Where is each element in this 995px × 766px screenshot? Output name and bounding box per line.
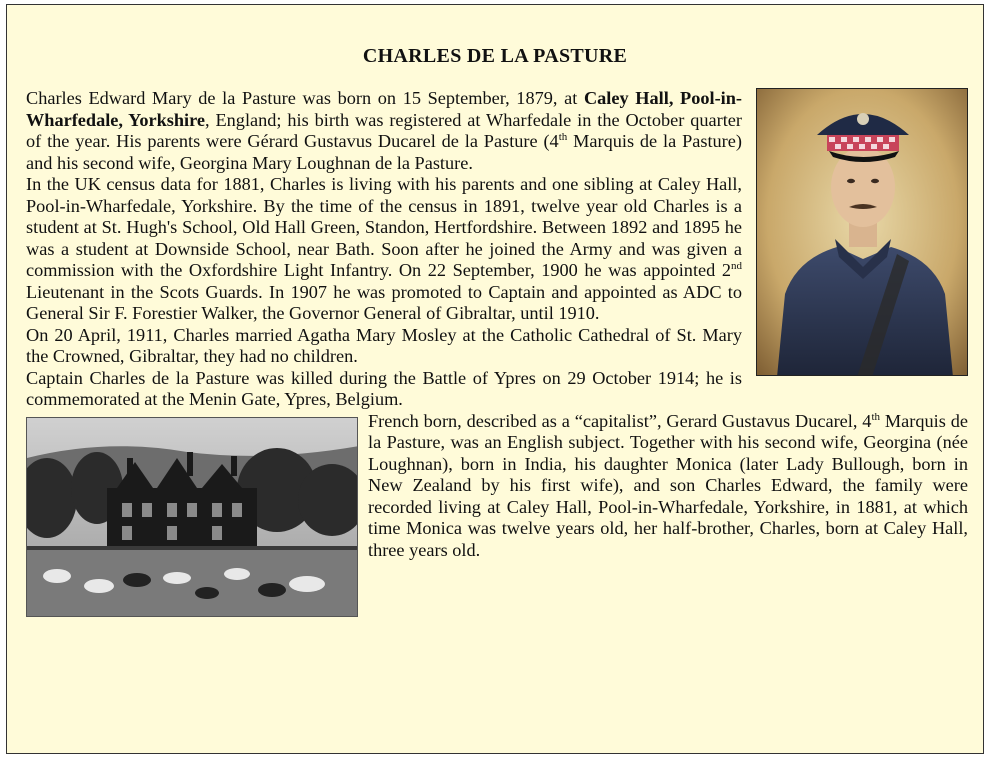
caley-hall-photo xyxy=(26,417,358,617)
portrait-photo xyxy=(756,88,968,376)
document-panel xyxy=(6,4,984,754)
paragraph-family: French born, described as a “capitalist”, Gerard Gustavus Ducarel, 4th Marquis de la Pasture, was an English subject. Together with his second wife, Georgina (née Loughnan), born in India, his daughter Monica (later Lady Bullough, born in New Zealand by his first wife), and son Charles Edward, the family were recorded living at Caley Hall, Pool-in-Wharfedale, Yorkshire, in 1881, at which time Monica was twelve years old, her half-brother, Charles, born at Caley Hall, three years old. xyxy=(368,410,968,560)
paragraph-death: Captain Charles de la Pasture was killed during the Battle of Ypres on 29 October 1914; he is commemorated at the Menin Gate, Ypres, Belgium. xyxy=(26,367,742,409)
page-title: CHARLES DE LA PASTURE xyxy=(362,45,628,67)
paragraph-birth: Charles Edward Mary de la Pasture was born on 15 September, 1879, at Caley Hall, Pool-in-Wharfedale, Yorkshire, England; his birth was registered at Wharfedale in the October quarter of the year. His parents were Gérard Gustavus Ducarel de la Pasture (4th Marquis de la Pasture) and his second wife, Georgina Mary Loughnan de la Pasture. xyxy=(26,88,742,173)
body-text xyxy=(26,88,968,617)
paragraph-education-career: In the UK census data for 1881, Charles is living with his parents and one sibling at Caley Hall, Pool-in-Wharfedale, Yorkshire. By the time of the census in 1891, twelve year old Charles is a student at St. Hugh's School, Old Hall Green, Standon, Hertfordshire. Between 1892 and 1895 he was a student at Downside School, near Bath. Soon after he joined the Army and was given a commission with the Oxfordshire Light Infantry. On 22 September, 1900 he was appointed 2nd Lieutenant in the Scots Guards. In 1907 he was promoted to Captain and appointed as ADC to General Sir F. Forestier Walker, the Governor General of Gibraltar, until 1910. xyxy=(26,174,742,323)
paragraph-marriage: On 20 April, 1911, Charles married Agatha Mary Mosley at the Catholic Cathedral of St. Mary the Crowned, Gibraltar, they had no children. xyxy=(26,324,742,366)
